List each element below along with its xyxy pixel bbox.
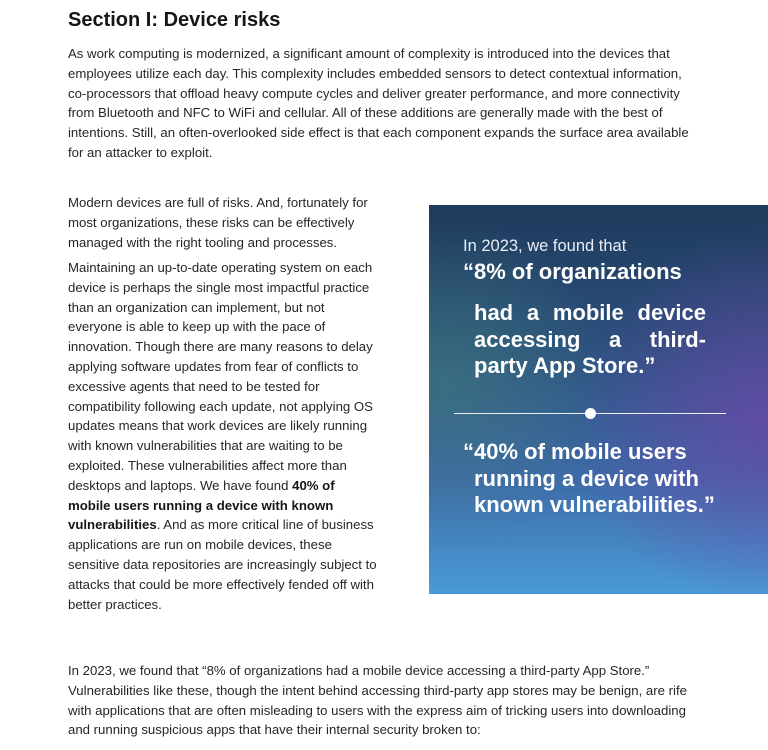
- callout-quote-1-rest: had a mobile device accessing a third-party App Store.”: [474, 300, 706, 378]
- callout-lead: In 2023, we found that: [463, 237, 627, 255]
- os-updates-text-start: Maintaining an up-to-date operating system on each device is perhaps the single most impactful practice than an organization can implement, but not everyone is able to keep up with the pace of innovation. Though there are many reasons to delay applying software updates from fear of conflicts to excessive agents that need to be tested for compatibility following each update, not applying OS updates means that work devices are likely running with known vulnerabilities that are waiting to be exploited. These vulnerabilities affect more than desktops and laptops. We have found: [68, 260, 373, 493]
- divider-dot-icon: [585, 408, 596, 419]
- intro-paragraph: As work computing is modernized, a significant amount of complexity is introduced into the devices that employees utilize each day. This complexity includes embedded sensors to detect contextual information, co-processors that offload heavy compute cycles and deliver greater performance, and more connectivity from Bluetooth and NFC to WiFi and cellular. All of these additions are generally made with the best of intentions. Still, an often-overlooked side effect is that each component expands the surface area available for an attacker to exploit.: [68, 46, 689, 160]
- callout-quote-2: “40% of mobile users running a device with known vulnerabilities.”: [463, 439, 715, 517]
- stats-callout-box: [429, 205, 768, 594]
- risks-paragraph: Modern devices are full of risks. And, fortunately for most organizations, these risks can be effectively managed with the right tooling and processes.: [68, 195, 368, 250]
- os-updates-text-end: . And as more critical line of business applications are run on mobile devices, these sensitive data repositories are increasingly subject to attacks that could be more effectively fended off with better practices.: [68, 517, 377, 612]
- section-title: Section I: Device risks: [68, 9, 281, 31]
- callout-quote-1-first-line: “8% of organizations: [463, 259, 682, 284]
- app-store-paragraph: In 2023, we found that “8% of organizations had a mobile device accessing a third-party App Store.” Vulnerabilities like these, though the intent behind accessing third-party app stores may be benign, are rife with applications that are often misleading to users with the express aim of tricking users into downloading and running suspicious apps that have their internal security broken to:: [68, 663, 687, 738]
- mobile-vulnerability-stat: 40% of mobile users running a device with known vulnerabilities: [68, 477, 335, 533]
- os-updates-paragraph: [68, 258, 378, 614]
